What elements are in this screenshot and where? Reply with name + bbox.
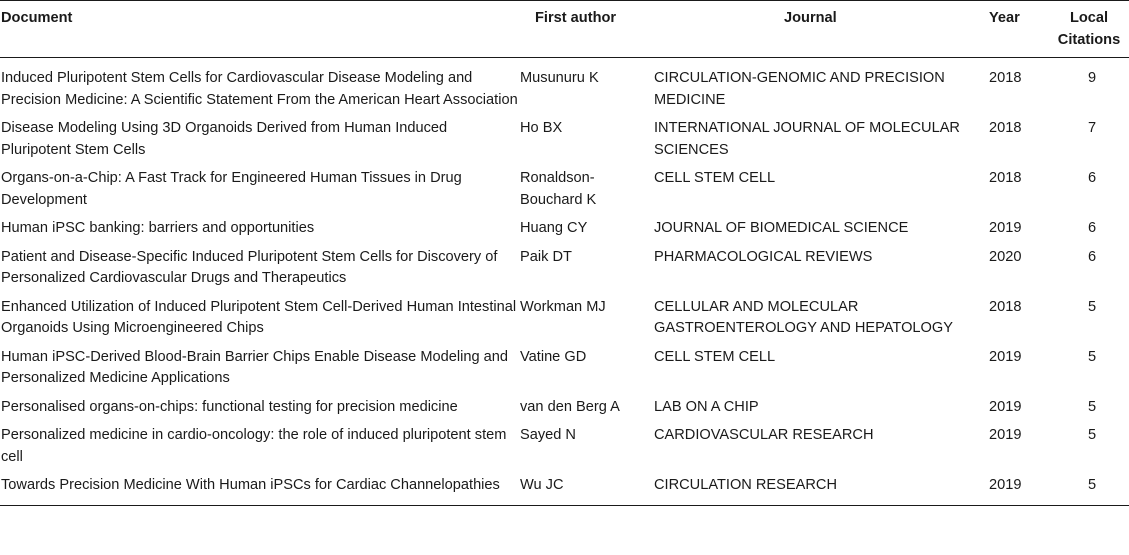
cell-document: Personalised organs-on-chips: functional testing for precision medicine <box>1 398 458 415</box>
cell-first-author: Paik DT <box>520 248 572 265</box>
cell-year: 2018 <box>989 298 1022 315</box>
header-journal: Journal <box>784 10 837 26</box>
cell-journal: CARDIOVASCULAR RESEARCH <box>654 427 874 443</box>
header-document: Document <box>1 10 73 26</box>
cell-year: 2019 <box>989 427 1022 443</box>
cell-local-citations: 5 <box>1087 298 1097 315</box>
cell-local-citations: 5 <box>1087 427 1097 443</box>
cell-first-author: Musunuru K <box>520 70 599 86</box>
cell-local-citations: 5 <box>1087 477 1097 493</box>
table-row <box>0 425 1129 475</box>
cell-first-author: Huang CY <box>520 220 588 236</box>
cell-document: Enhanced Utilization of Induced Pluripotent Stem Cell-Derived Human Intestinal Organoids Using Microengineered Chips <box>1 298 517 336</box>
cell-year: 2019 <box>989 477 1022 493</box>
cell-journal: LAB ON A CHIP <box>654 398 759 415</box>
cell-journal: CELL STEM CELL <box>654 348 776 365</box>
cell-document: Human iPSC banking: barriers and opportunities <box>1 220 315 236</box>
cell-year: 2018 <box>989 70 1022 86</box>
cell-journal: CIRCULATION RESEARCH <box>654 477 837 493</box>
cell-journal: JOURNAL OF BIOMEDICAL SCIENCE <box>654 220 909 236</box>
cell-document: Patient and Disease-Specific Induced Pluripotent Stem Cells for Discovery of Personalized Cardiovascular Drugs and Therapeutics <box>1 248 498 286</box>
table-body <box>0 58 1129 506</box>
cell-year: 2019 <box>989 398 1022 415</box>
table-row <box>0 218 1129 247</box>
header-row <box>0 1 1129 58</box>
cell-first-author: Wu JC <box>520 477 564 493</box>
cell-local-citations: 6 <box>1087 220 1097 236</box>
cell-year: 2020 <box>989 248 1022 265</box>
cell-journal: PHARMACOLOGICAL REVIEWS <box>654 248 873 265</box>
table-row <box>0 475 1129 505</box>
cell-year: 2018 <box>989 120 1022 136</box>
cell-year: 2018 <box>989 170 1022 186</box>
cell-document: Human iPSC-Derived Blood-Brain Barrier Chips Enable Disease Modeling and Personalized Medicine Applications <box>1 348 508 386</box>
cell-document: Organs-on-a-Chip: A Fast Track for Engineered Human Tissues in Drug Development <box>1 170 462 208</box>
cell-journal: CIRCULATION-GENOMIC AND PRECISION MEDICINE <box>654 70 945 108</box>
cell-first-author: Ho BX <box>520 120 563 136</box>
table-row <box>0 58 1129 119</box>
header-year: Year <box>989 10 1020 26</box>
cell-first-author: Vatine GD <box>520 348 587 365</box>
cell-journal: CELLULAR AND MOLECULAR GASTROENTEROLOGY AND HEPATOLOGY <box>654 298 953 336</box>
cell-local-citations: 6 <box>1087 170 1097 186</box>
cell-local-citations: 9 <box>1087 70 1097 86</box>
cell-journal: CELL STEM CELL <box>654 170 776 186</box>
cell-first-author: van den Berg A <box>520 398 620 415</box>
table-row <box>0 118 1129 168</box>
header-first-author: First author <box>535 10 617 26</box>
cell-year: 2019 <box>989 220 1022 236</box>
cell-local-citations: 5 <box>1087 398 1097 415</box>
table-row <box>0 347 1129 397</box>
table-row <box>0 397 1129 426</box>
table-row <box>0 168 1129 218</box>
cell-document: Towards Precision Medicine With Human iPSCs for Cardiac Channelopathies <box>1 477 500 493</box>
table-row <box>0 247 1129 297</box>
cell-first-author: Sayed N <box>520 427 576 443</box>
table-row <box>0 297 1129 347</box>
cell-journal: INTERNATIONAL JOURNAL OF MOLECULAR SCIENCES <box>654 120 960 158</box>
cell-local-citations: 5 <box>1087 348 1097 365</box>
cell-first-author: Ronaldson-Bouchard K <box>520 170 597 208</box>
header-local-citations: Local Citations <box>1057 10 1121 48</box>
table-header <box>0 1 1129 58</box>
cell-document: Personalized medicine in cardio-oncology: the role of induced pluripotent stem cell <box>1 427 507 465</box>
cell-first-author: Workman MJ <box>520 298 606 315</box>
cell-year: 2019 <box>989 348 1022 365</box>
cell-local-citations: 6 <box>1087 248 1097 265</box>
cell-document: Disease Modeling Using 3D Organoids Derived from Human Induced Pluripotent Stem Cells <box>1 120 448 158</box>
cell-local-citations: 7 <box>1087 120 1097 136</box>
cell-document: Induced Pluripotent Stem Cells for Cardiovascular Disease Modeling and Precision Medicine: A Scientific Statement From the American Heart Association <box>1 70 518 108</box>
